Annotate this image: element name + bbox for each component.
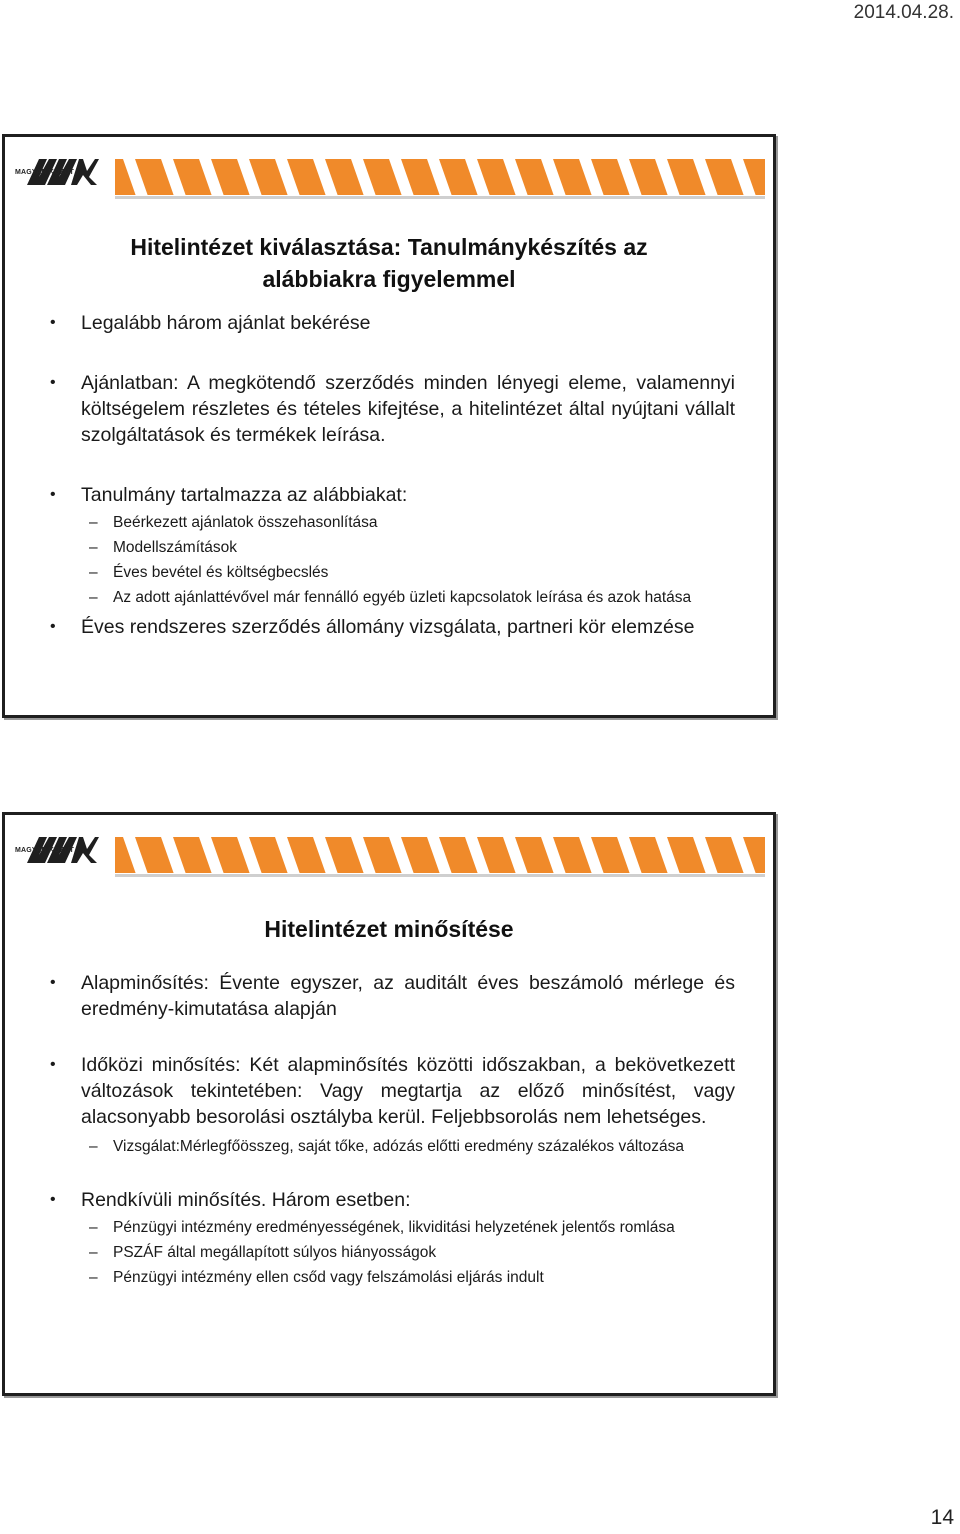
bullet-item: • Rendkívüli minősítés. Három esetben: bbox=[49, 1187, 735, 1213]
orange-stripe-banner bbox=[115, 159, 765, 199]
slide-1 bbox=[2, 134, 776, 718]
bullet-item: • Ajánlatban: A megkötendő szerződés minden lényegi eleme, valamennyi költségelem részletes és tételes kifejtése, a hitelintézet által nyújtani vállalt szolgáltatások és termékek leírása. bbox=[49, 370, 735, 448]
slide-1-title-line-1: Hitelintézet kiválasztása: Tanulmánykészítés az bbox=[130, 234, 648, 260]
logo-brand-text: MAGYAR KÖZÚT bbox=[15, 169, 74, 176]
sub-item: – Éves bevétel és költségbecslés bbox=[49, 562, 735, 583]
page-number: 14 bbox=[930, 1506, 954, 1529]
slide-2 bbox=[2, 812, 776, 1396]
sub-item: – Pénzügyi intézmény eredményességének, likviditási helyzetének jelentős romlása bbox=[49, 1217, 735, 1238]
sub-item: – PSZÁF által megállapított súlyos hiányosságok bbox=[49, 1242, 735, 1263]
slide-1-title bbox=[25, 231, 753, 295]
bullet-item: • Legalább három ajánlat bekérése bbox=[49, 310, 735, 336]
magyar-kozut-logo-icon bbox=[25, 155, 99, 201]
bullet-item: • Időközi minősítés: Két alapminősítés közötti időszakban, a bekövetkezett változások tekintetében: Vagy megtartja az előző minősítést, vagy alacsonyabb besorolási osztályba kerül. Feljebbsorolás nem lehetséges. bbox=[49, 1052, 735, 1130]
slide-1-title-line-2: alábbiakra figyelemmel bbox=[262, 266, 516, 292]
bullet-item: • Tanulmány tartalmazza az alábbiakat: bbox=[49, 482, 735, 508]
bullet-item: • Éves rendszeres szerződés állomány vizsgálata, partneri kör elemzése bbox=[49, 614, 735, 640]
magyar-kozut-logo-icon bbox=[25, 833, 99, 879]
sub-item: – Vizsgálat:Mérlegfőösszeg, saját tőke, adózás előtti eredmény százalékos változása bbox=[49, 1136, 735, 1157]
slide-2-content bbox=[49, 970, 735, 1288]
logo-brand-text: MAGYAR KÖZÚT bbox=[15, 847, 74, 854]
bullet-item: • Alapminősítés: Évente egyszer, az auditált éves beszámoló mérlege és eredmény-kimutatása alapján bbox=[49, 970, 735, 1022]
slide-1-content bbox=[49, 310, 735, 640]
sub-item: – Az adott ajánlattévővel már fennálló egyéb üzleti kapcsolatok leírása és azok hatása bbox=[49, 587, 735, 608]
sub-item: – Pénzügyi intézmény ellen csőd vagy felszámolási eljárás indult bbox=[49, 1267, 735, 1288]
sub-item: – Beérkezett ajánlatok összehasonlítása bbox=[49, 512, 735, 533]
orange-stripe-banner bbox=[115, 837, 765, 877]
slide-2-title: Hitelintézet minősítése bbox=[264, 916, 514, 942]
page-date: 2014.04.28. bbox=[853, 2, 954, 23]
sub-item: – Modellszámítások bbox=[49, 537, 735, 558]
